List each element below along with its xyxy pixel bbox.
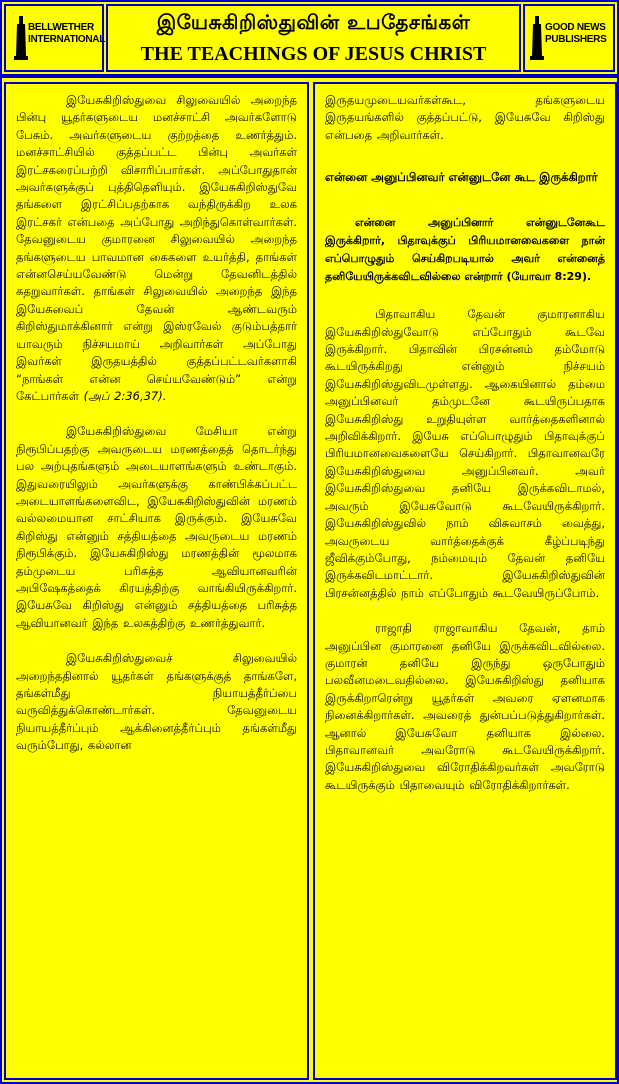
section-heading: என்னை அனுப்பினவர் என்னுடனே கூட இருக்கிறார் <box>325 170 598 185</box>
paragraph: பிதாவாகிய தேவன் குமாரனாகிய இயேசுகிறிஸ்துவோடு எப்போதும் கூடவே இருக்கிறார். பிதாவின் பிரசன்னம் தம்மோடு கூடயிருக்கிறது என்னும் நிச்சயம் இயேசுகிறிஸ்துவிடமுள்ளது. ஆகையினால் தம்மை அனுப்பினவர் தம்முடனே கூடயிருப்பதாக இயேசுகிறிஸ்து உறுதியுள்ள வார்த்தைகளினால் அறிவிக்கிறார். இயேசு எப்பொழுதும் பிதாவுக்குப் பிரியமானவைகளையே செய்கிறார். பிதாவானவரே இயேசுகிறிஸ்துவை அனுப்பினவர். அவர் இயேசுகிறிஸ்துவை தனியே இருக்கவிடாமல், அவரும் இயேசுவோடு கூடவேயிருக்கிறார். இயேசுகிறிஸ்துவில் நாம் விசுவாசம் வைத்து, அவருடைய வார்த்தைக்குக் கீழ்ப்படிந்து ஜீவிக்கும்போது, நம்மையும் தேவன் தனியே இருக்கவிடமாட்டார். இயேசுகிறிஸ்துவின் பிரசன்னத்தில் நாம் எப்போதும் கூடவேயிருப்போம். <box>325 307 605 600</box>
paragraph: இயேசுகிறிஸ்துவைச் சிலுவையில் அறைந்ததினால் யூதர்கள் தங்களுக்குத் தாங்களே, தங்கள்மீது நியாயத்தீர்ப்பை வருவித்துக்கொண்டார்கள். தேவனுடைய நியாயத்தீர்ப்பும் ஆக்கினைத்தீர்ப்பும் தங்கள்மீது வரும்போது, கல்லான <box>16 651 297 753</box>
tower-icon <box>530 16 544 60</box>
paragraph: இயேசுகிறிஸ்துவை சிலுவையில் அறைந்த பின்பு யூதர்களுடைய மனச்சாட்சி அவர்களோடு பேசும். அவர்களுடைய குற்றத்தை உணர்த்தும். மனச்சாட்சியில் குத்தப்பட்ட பின்பு அவர்கள் இரட்சகரைப்பற்றி விசாரிப்பார்கள். அப்போதுதான் அவர்களுக்குப் புத்திதெளியும். இயேசுகிறிஸ்துவே தங்களை இரட்சிப்பதற்காக வந்திருக்கிற உலக இரட்சகர் என்பதை அப்போது அறிந்துகொள்வார்கள். தேவனுடைய குமாரனை சிலுவையில் அறைந்த தங்களுடைய பாவமான கைகளை உயர்த்தி, தாங்கள் என்னசெய்யவேண்டு மென்று தேவனிடத்தில் கதறுவார்கள். தாங்கள் சிலுவையில் அறைந்த இந்த இயேசுவைப் தேவன் ஆண்டவரும் கிறிஸ்துமாக்கினார் என்று இஸ்ரவேல் குடும்பத்தார் யாவரும் நிச்சயமாய் அறிவார்கள் அப்போது இவர்கள் இருதயத்தில் குத்தப்பட்டவர்களாகி “நாங்கள் என்ன செய்யவேண்டும்” என்று கேட்பார்கள் (அப் 2:36,37). <box>16 93 297 403</box>
right-column <box>313 82 617 1080</box>
bible-reference: (அப் 2:36,37). <box>83 388 167 403</box>
title-tamil: இயேசுகிறிஸ்துவின் உபதேசங்கள் <box>156 10 471 34</box>
scripture-quote: என்னை அனுப்பினார் என்னுடனேகூட இருக்கிறார், பிதாவுக்குப் பிரியமானவைகளை நான் எப்பொழுதும் செய்கிறபடியால் அவர் என்னைத் தனியேயிருக்கவிடவில்லை என்றார் (யோவா 8:29). <box>325 216 605 284</box>
good-news-logo <box>523 4 615 72</box>
good-news-logo-text: GOOD NEWS PUBLISHERS <box>545 22 607 45</box>
paragraph: ராஜாதி ராஜாவாகிய தேவன், தாம் அனுப்பின குமாரனை தனியே இருக்கவிடவில்லை. குமாரன் தனியே இருந்து ஒருபோதும் பலவீனமடைவதில்லை. இயேசுகிறிஸ்து தனியாக இருக்கிறாரென்று யூதர்கள் அவரை ஏளனமாக நினைக்கிறார்கள். அவரைத் துன்பப்படுத்துகிறார்கள். ஆனால் இயேசுவோ தனியாக இல்லை. பிதாவானவர் அவரோடு கூடவேயிருக்கிறார். இயேசுகிறிஸ்துவை விரோதிக்கிறவர்கள் அவரோடு கூடயிருக்கும் பிதாவையும் விரோதிக்கிறார்கள். <box>325 621 605 792</box>
paragraph: இயேசுகிறிஸ்துவை மேசியா என்று நிரூபிப்பதற்கு அவருடைய மரணத்தைத் தொடர்ந்து பல அற்புதங்களும் அடையாளங்களும் உண்டாகும். இதுவரையிலும் அவர்களுக்கு காண்பிக்கப்பட்ட அடையாளங்களைவிட, இயேசுகிறிஸ்துவின் மரணம் வல்லமையான சாட்சியாக இருக்கும். இயேசுவே கிறிஸ்து என்னும் சத்தியத்தை அவருடைய மரணம் நிரூபிக்கும். இயேசுகிறிஸ்து மரணத்தின் மூலமாக தம்முடைய பரிசுத்த ஆவியானவரின் அபிஷேகத்தைக் கிரயத்திற்கு வாங்கியிருக்கிறார். இயேசுவே கிறிஸ்து என்னும் சத்தியத்தை பரிசுத்த ஆவியானவர் இந்த உலகத்திற்கு உணர்த்துவார். <box>16 424 297 630</box>
bellwether-logo-text: BELLWETHER INTERNATIONAL <box>28 22 106 45</box>
paragraph: இருதயமுடையவர்கள்கூட, தங்களுடைய இருதயங்களில் குத்தப்பட்டு, இயேசுவே கிறிஸ்து என்பதை அறிவார்கள். <box>325 93 605 142</box>
header <box>2 2 617 74</box>
tower-icon <box>14 16 28 60</box>
title-english: THE TEACHINGS OF JESUS CHRIST <box>140 43 487 65</box>
title-box <box>106 4 521 72</box>
bellwether-logo <box>4 4 104 72</box>
left-column <box>4 82 309 1080</box>
header-divider <box>2 74 617 78</box>
